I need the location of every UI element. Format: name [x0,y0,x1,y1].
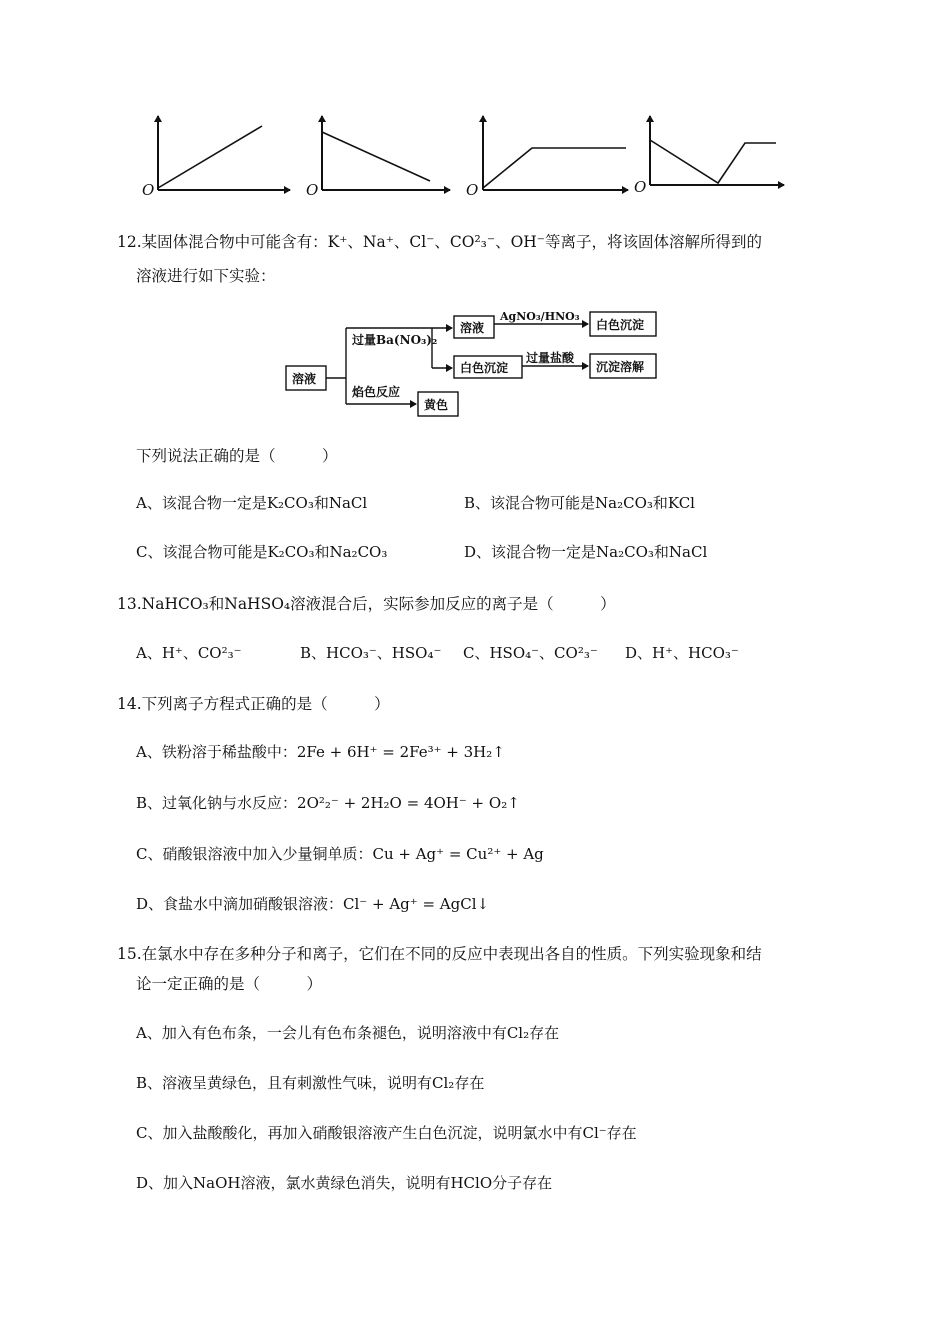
q13-option-b[interactable]: B、HCO₃⁻、HSO₄⁻ [300,644,442,662]
graph-panel-1 [142,116,290,199]
q13-option-a[interactable]: A、H⁺、CO²₃⁻ [136,644,242,662]
q14-option-b[interactable]: B、过氧化钠与水反应：2O²₂⁻ + 2H₂O = 4OH⁻ + O₂↑ [136,794,520,812]
q15-option-d[interactable]: D、加入NaOH溶液，氯水黄绿色消失，说明有HClO分子存在 [136,1174,553,1192]
q13-option-d[interactable]: D、H⁺、HCO₃⁻ [625,644,739,662]
q12-option-c[interactable]: C、该混合物可能是K₂CO₃和Na₂CO₃ [136,543,388,561]
graph-curve [158,126,262,188]
q13-stem: 13.NaHCO₃和NaHSO₄溶液混合后，实际参加反应的离子是（ ） [117,595,616,613]
q12-option-a[interactable]: A、该混合物一定是K₂CO₃和NaCl [136,494,368,512]
q15-stem-line2: 论一定正确的是（ ） [136,975,323,993]
flow-white-ppt-1-label: 白色沉淀 [596,318,645,332]
q15-option-c[interactable]: C、加入盐酸酸化，再加入硝酸银溶液产生白色沉淀，说明氯水中有Cl⁻存在 [136,1124,637,1142]
graph-curve [322,132,430,181]
q15-stem-line1: 15.在氯水中存在多种分子和离子，它们在不同的反应中表现出各自的性质。下列实验现象和结 [117,945,762,963]
graph-panels [0,0,950,210]
flow-white-ppt-2-label: 白色沉淀 [460,361,509,375]
flow-solution-label: 溶液 [292,372,317,386]
origin-label: O [466,181,479,199]
q14-option-c[interactable]: C、硝酸银溶液中加入少量铜单质：Cu + Ag⁺ = Cu²⁺ + Ag [136,845,544,863]
q14-option-d[interactable]: D、食盐水中滴加硝酸银溶液：Cl⁻ + Ag⁺ = AgCl↓ [136,895,490,913]
flow-ppt-dissolve-label: 沉淀溶解 [596,360,645,374]
origin-label: O [142,181,155,199]
q12-flow-diagram [0,300,950,420]
q15-option-a[interactable]: A、加入有色布条，一会儿有色布条褪色，说明溶液中有Cl₂存在 [136,1024,560,1042]
flow-flame-test-label: 焰色反应 [352,385,401,399]
graph-panel-4 [634,116,784,196]
q13-option-c[interactable]: C、HSO₄⁻、CO²₃⁻ [463,644,598,662]
origin-label: O [634,178,647,196]
origin-label: O [306,181,319,199]
q12-question: 下列说法正确的是（ ） [136,447,338,465]
flow-filtrate-label: 溶液 [460,321,485,335]
q14-stem: 14.下列离子方程式正确的是（ ） [117,695,390,713]
graph-curve [483,148,626,188]
flow-excess-hcl-label: 过量盐酸 [526,351,575,365]
flow-yellow-label: 黄色 [424,398,449,412]
q12-option-d[interactable]: D、该混合物一定是Na₂CO₃和NaCl [464,543,708,561]
q15-option-b[interactable]: B、溶液呈黄绿色，且有刺激性气味，说明有Cl₂存在 [136,1074,485,1092]
q12-option-b[interactable]: B、该混合物可能是Na₂CO₃和KCl [464,494,695,512]
graph-curve [650,140,776,183]
graph-panel-2 [306,116,450,199]
q12-stem-line1: 12.某固体混合物中可能含有：K⁺、Na⁺、Cl⁻、CO²₃⁻、OH⁻等离子，将该固体溶解所得到的 [117,233,762,251]
q12-stem-line2: 溶液进行如下实验： [136,267,276,285]
graph-panel-3 [466,116,628,199]
flow-agno3-label: AgNO₃/HNO₃ [500,310,580,323]
q14-option-a[interactable]: A、铁粉溶于稀盐酸中：2Fe + 6H⁺ = 2Fe³⁺ + 3H₂↑ [136,743,505,761]
flow-excess-ba-label: 过量Ba(NO₃)₂ [352,333,438,347]
